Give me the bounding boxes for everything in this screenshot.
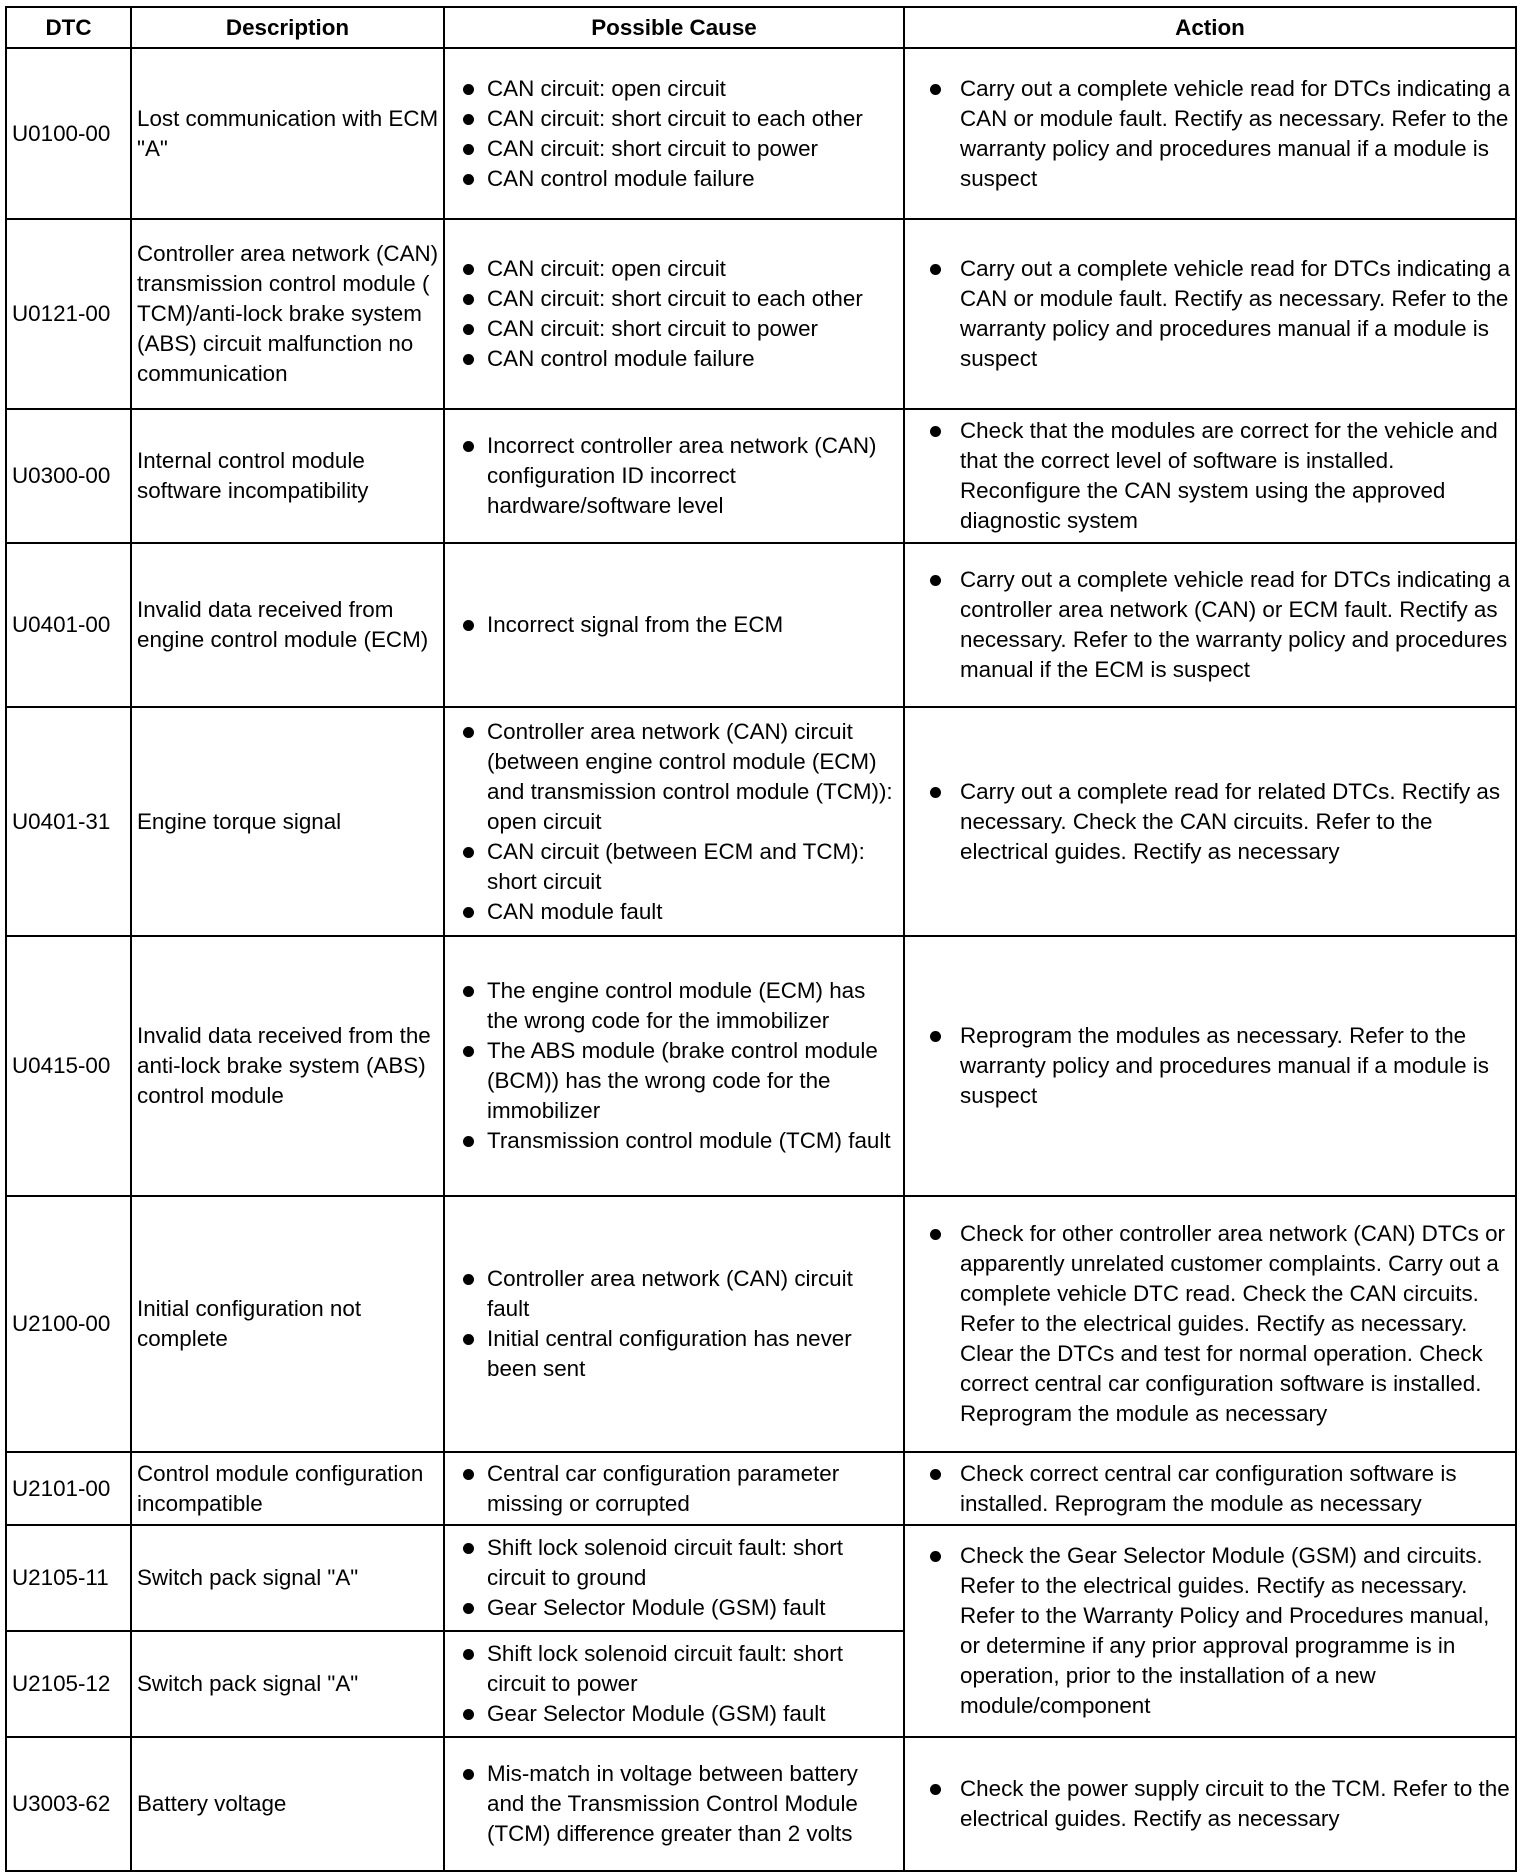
description-cell: Internal control module software incompatibility xyxy=(131,409,444,543)
cause-item: CAN circuit: open circuit xyxy=(451,74,899,104)
cause-item: The engine control module (ECM) has the wrong code for the immobilizer xyxy=(451,976,899,1036)
cause-item: Shift lock solenoid circuit fault: short circuit to ground xyxy=(451,1533,899,1593)
dtc-table xyxy=(5,6,1517,1872)
cause-list xyxy=(451,610,899,640)
table-row xyxy=(6,936,1516,1196)
cause-cell xyxy=(444,1452,904,1525)
cause-item: CAN circuit: short circuit to power xyxy=(451,314,899,344)
action-item: Carry out a complete vehicle read for DTCs indicating a controller area network (CAN) or ECM fault. Rectify as necessary. Refer to the warranty policy and procedures manual if the ECM is suspect xyxy=(911,565,1511,685)
description-cell: Invalid data received from the anti-lock brake system (ABS) control module xyxy=(131,936,444,1196)
description-cell: Engine torque signal xyxy=(131,707,444,936)
dtc-code: U0100-00 xyxy=(6,48,131,219)
dtc-code: U0401-00 xyxy=(6,543,131,707)
action-cell xyxy=(904,409,1516,543)
dtc-code: U0121-00 xyxy=(6,219,131,409)
header-possible-cause: Possible Cause xyxy=(444,7,904,48)
cause-item: CAN circuit: short circuit to each other xyxy=(451,284,899,314)
cause-cell xyxy=(444,1631,904,1737)
cause-list xyxy=(451,1639,899,1729)
cause-cell xyxy=(444,1196,904,1452)
dtc-code: U2100-00 xyxy=(6,1196,131,1452)
cause-item: Incorrect controller area network (CAN) configuration ID incorrect hardware/software level xyxy=(451,431,899,521)
action-item: Carry out a complete vehicle read for DTCs indicating a CAN or module fault. Rectify as necessary. Refer to the warranty policy and procedures manual if a module is suspect xyxy=(911,74,1511,194)
description-cell: Lost communication with ECM "A" xyxy=(131,48,444,219)
action-cell xyxy=(904,1737,1516,1871)
action-item: Check that the modules are correct for the vehicle and that the correct level of software is installed. Reconfigure the CAN system using the approved diagnostic system xyxy=(911,416,1511,536)
cause-cell xyxy=(444,543,904,707)
cause-cell xyxy=(444,409,904,543)
cause-item: CAN circuit: short circuit to each other xyxy=(451,104,899,134)
dtc-code: U3003-62 xyxy=(6,1737,131,1871)
cause-item: CAN module fault xyxy=(451,897,899,927)
cause-cell xyxy=(444,48,904,219)
cause-list xyxy=(451,1759,899,1849)
cause-list xyxy=(451,1264,899,1384)
action-item: Carry out a complete vehicle read for DTCs indicating a CAN or module fault. Rectify as necessary. Refer to the warranty policy and procedures manual if a module is suspect xyxy=(911,254,1511,374)
table-row xyxy=(6,409,1516,543)
cause-item: Transmission control module (TCM) fault xyxy=(451,1126,899,1156)
dtc-code: U2105-12 xyxy=(6,1631,131,1737)
cause-list xyxy=(451,1459,899,1519)
action-cell xyxy=(904,936,1516,1196)
table-row xyxy=(6,219,1516,409)
cause-cell xyxy=(444,1525,904,1631)
cause-item: Mis-match in voltage between battery and the Transmission Control Module (TCM) difference greater than 2 volts xyxy=(451,1759,899,1849)
cause-list xyxy=(451,717,899,927)
dtc-code: U2105-11 xyxy=(6,1525,131,1631)
description-cell: Battery voltage xyxy=(131,1737,444,1871)
action-item: Reprogram the modules as necessary. Refer to the warranty policy and procedures manual if a module is suspect xyxy=(911,1021,1511,1111)
header-dtc: DTC xyxy=(6,7,131,48)
cause-item: Initial central configuration has never been sent xyxy=(451,1324,899,1384)
action-cell xyxy=(904,219,1516,409)
cause-item: CAN circuit: short circuit to power xyxy=(451,134,899,164)
action-cell xyxy=(904,1196,1516,1452)
cause-cell xyxy=(444,1737,904,1871)
cause-list xyxy=(451,431,899,521)
cause-item: Incorrect signal from the ECM xyxy=(451,610,899,640)
description-cell: Invalid data received from engine control module (ECM) xyxy=(131,543,444,707)
description-cell: Controller area network (CAN) transmission control module ( TCM)/anti-lock brake system (ABS) circuit malfunction no communication xyxy=(131,219,444,409)
action-item: Check correct central car configuration software is installed. Reprogram the module as necessary xyxy=(911,1459,1511,1519)
cause-item: Controller area network (CAN) circuit fault xyxy=(451,1264,899,1324)
cause-item: CAN circuit: open circuit xyxy=(451,254,899,284)
description-cell: Initial configuration not complete xyxy=(131,1196,444,1452)
table-row xyxy=(6,1196,1516,1452)
table-row xyxy=(6,543,1516,707)
table-row xyxy=(6,48,1516,219)
cause-item: Controller area network (CAN) circuit (between engine control module (ECM) and transmission control module (TCM)): open circuit xyxy=(451,717,899,837)
dtc-code: U2101-00 xyxy=(6,1452,131,1525)
dtc-table-page xyxy=(5,6,1515,1872)
cause-item: Gear Selector Module (GSM) fault xyxy=(451,1593,899,1623)
action-cell xyxy=(904,1525,1516,1737)
table-row xyxy=(6,1525,1516,1631)
table-row xyxy=(6,707,1516,936)
action-cell xyxy=(904,1452,1516,1525)
dtc-code: U0415-00 xyxy=(6,936,131,1196)
header-action: Action xyxy=(904,7,1516,48)
header-description: Description xyxy=(131,7,444,48)
action-item: Carry out a complete read for related DTCs. Rectify as necessary. Check the CAN circuits. Refer to the electrical guides. Rectify as necessary xyxy=(911,777,1511,867)
header-row xyxy=(6,7,1516,48)
cause-item: The ABS module (brake control module (BCM)) has the wrong code for the immobilizer xyxy=(451,1036,899,1126)
cause-item: Gear Selector Module (GSM) fault xyxy=(451,1699,899,1729)
action-cell xyxy=(904,543,1516,707)
cause-cell xyxy=(444,936,904,1196)
cause-list xyxy=(451,976,899,1156)
cause-item: CAN control module failure xyxy=(451,344,899,374)
cause-list xyxy=(451,1533,899,1623)
action-cell xyxy=(904,48,1516,219)
description-cell: Control module configuration incompatible xyxy=(131,1452,444,1525)
action-item: Check for other controller area network (CAN) DTCs or apparently unrelated customer complaints. Carry out a complete vehicle DTC read. Check the CAN circuits. Refer to the electrical guides. Rectify as necessary. Clear the DTCs and test for normal operation. Check correct central car configuration software is installed. Reprogram the module as necessary xyxy=(911,1219,1511,1429)
cause-item: CAN control module failure xyxy=(451,164,899,194)
cause-list xyxy=(451,74,899,194)
description-cell: Switch pack signal "A" xyxy=(131,1525,444,1631)
table-row xyxy=(6,1737,1516,1871)
action-cell xyxy=(904,707,1516,936)
dtc-code: U0300-00 xyxy=(6,409,131,543)
cause-item: Central car configuration parameter missing or corrupted xyxy=(451,1459,899,1519)
cause-cell xyxy=(444,219,904,409)
cause-cell xyxy=(444,707,904,936)
table-row xyxy=(6,1452,1516,1525)
action-item: Check the power supply circuit to the TCM. Refer to the electrical guides. Rectify as necessary xyxy=(911,1774,1511,1834)
cause-item: Shift lock solenoid circuit fault: short circuit to power xyxy=(451,1639,899,1699)
description-cell: Switch pack signal "A" xyxy=(131,1631,444,1737)
cause-item: CAN circuit (between ECM and TCM): short circuit xyxy=(451,837,899,897)
dtc-code: U0401-31 xyxy=(6,707,131,936)
cause-list xyxy=(451,254,899,374)
action-item: Check the Gear Selector Module (GSM) and circuits. Refer to the electrical guides. Rectify as necessary. Refer to the Warranty Policy and Procedures manual, or determine if any prior approval programme is in operation, prior to the installation of a new module/component xyxy=(911,1541,1511,1721)
